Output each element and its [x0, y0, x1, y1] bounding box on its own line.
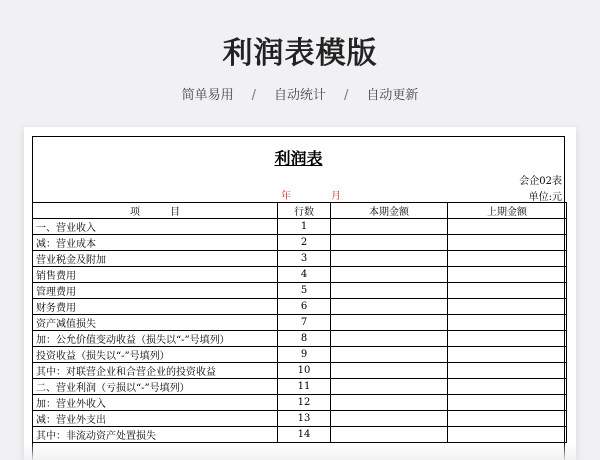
row-previous-amount-cell[interactable]	[448, 411, 567, 427]
row-item-cell[interactable]: 加：公允价值变动收益（损失以“-”号填列）	[33, 331, 278, 347]
row-current-amount-cell[interactable]	[331, 347, 448, 363]
period-month: 月	[331, 191, 341, 202]
row-current-amount-cell[interactable]	[331, 379, 448, 395]
table-row	[33, 283, 567, 299]
row-line-cell[interactable]: 8	[278, 331, 331, 347]
table-header-row	[33, 203, 567, 219]
feature-list	[0, 84, 600, 103]
row-current-amount-cell[interactable]	[331, 331, 448, 347]
row-item-cell[interactable]: 财务费用	[33, 299, 278, 315]
row-item-cell[interactable]: 一、营业收入	[33, 219, 278, 235]
table-row	[33, 379, 567, 395]
row-current-amount-cell[interactable]	[331, 411, 448, 427]
row-previous-amount-cell[interactable]	[448, 379, 567, 395]
row-item-cell[interactable]: 其中：对联营企业和合营企业的投资收益	[33, 363, 278, 379]
row-previous-amount-cell[interactable]	[448, 363, 567, 379]
income-statement-form	[32, 136, 565, 460]
table-row	[33, 331, 567, 347]
row-current-amount-cell[interactable]	[331, 235, 448, 251]
row-current-amount-cell[interactable]	[331, 219, 448, 235]
row-current-amount-cell[interactable]	[331, 283, 448, 299]
row-previous-amount-cell[interactable]	[448, 283, 567, 299]
row-item-cell[interactable]: 其中：非流动资产处置损失	[33, 427, 278, 443]
row-current-amount-cell[interactable]	[331, 251, 448, 267]
feature-easy: 简单易用	[181, 88, 234, 103]
feature-auto-stats: 自动统计	[273, 88, 326, 103]
row-previous-amount-cell[interactable]	[448, 219, 567, 235]
row-item-cell[interactable]: 加：营业外收入	[33, 395, 278, 411]
header-line: 行数	[278, 203, 331, 219]
table-row	[33, 315, 567, 331]
table-row	[33, 395, 567, 411]
income-table	[32, 202, 567, 443]
row-current-amount-cell[interactable]	[331, 363, 448, 379]
table-row	[33, 219, 567, 235]
spreadsheet-preview	[24, 127, 576, 460]
row-previous-amount-cell[interactable]	[448, 251, 567, 267]
row-item-cell[interactable]: 销售费用	[33, 267, 278, 283]
row-previous-amount-cell[interactable]	[448, 235, 567, 251]
feature-separator: /	[251, 88, 256, 103]
feature-auto-update: 自动更新	[366, 88, 419, 103]
row-previous-amount-cell[interactable]	[448, 299, 567, 315]
form-code: 会企02表	[519, 176, 562, 187]
table-row	[33, 347, 567, 363]
header-previous-amount: 上期金额	[448, 203, 567, 219]
row-current-amount-cell[interactable]	[331, 315, 448, 331]
row-previous-amount-cell[interactable]	[448, 331, 567, 347]
row-line-cell[interactable]: 3	[278, 251, 331, 267]
row-item-cell[interactable]: 资产减值损失	[33, 315, 278, 331]
header-item: 项 目	[33, 203, 278, 219]
header-current-amount: 本期金额	[331, 203, 448, 219]
row-current-amount-cell[interactable]	[331, 427, 448, 443]
unit-label: 单位:元	[528, 192, 562, 203]
table-row	[33, 299, 567, 315]
row-line-cell[interactable]: 14	[278, 427, 331, 443]
row-line-cell[interactable]: 10	[278, 363, 331, 379]
table-row	[33, 267, 567, 283]
row-line-cell[interactable]: 11	[278, 379, 331, 395]
row-item-cell[interactable]: 营业税金及附加	[33, 251, 278, 267]
row-line-cell[interactable]: 9	[278, 347, 331, 363]
row-line-cell[interactable]: 5	[278, 283, 331, 299]
row-previous-amount-cell[interactable]	[448, 395, 567, 411]
period-label	[281, 187, 341, 202]
row-item-cell[interactable]: 投资收益（损失以“-”号填列）	[33, 347, 278, 363]
table-row	[33, 411, 567, 427]
table-row	[33, 235, 567, 251]
page-title: 利润表模版	[222, 36, 378, 71]
feature-separator: /	[344, 88, 349, 103]
row-previous-amount-cell[interactable]	[448, 267, 567, 283]
row-item-cell[interactable]: 二、营业利润（亏损以“-”号填列）	[33, 379, 278, 395]
row-line-cell[interactable]: 4	[278, 267, 331, 283]
row-line-cell[interactable]: 13	[278, 411, 331, 427]
row-previous-amount-cell[interactable]	[448, 315, 567, 331]
period-year: 年	[281, 191, 291, 202]
table-row	[33, 251, 567, 267]
bottom-fade	[24, 442, 576, 460]
table-row	[33, 427, 567, 443]
row-line-cell[interactable]: 2	[278, 235, 331, 251]
table-row	[33, 363, 567, 379]
row-item-cell[interactable]: 减：营业成本	[33, 235, 278, 251]
row-item-cell[interactable]: 减：营业外支出	[33, 411, 278, 427]
row-line-cell[interactable]: 7	[278, 315, 331, 331]
row-current-amount-cell[interactable]	[331, 299, 448, 315]
row-line-cell[interactable]: 1	[278, 219, 331, 235]
row-line-cell[interactable]: 6	[278, 299, 331, 315]
row-previous-amount-cell[interactable]	[448, 347, 567, 363]
row-previous-amount-cell[interactable]	[448, 427, 567, 443]
row-current-amount-cell[interactable]	[331, 267, 448, 283]
row-line-cell[interactable]: 12	[278, 395, 331, 411]
row-item-cell[interactable]: 管理费用	[33, 283, 278, 299]
form-title: 利润表	[274, 149, 323, 168]
row-current-amount-cell[interactable]	[331, 395, 448, 411]
